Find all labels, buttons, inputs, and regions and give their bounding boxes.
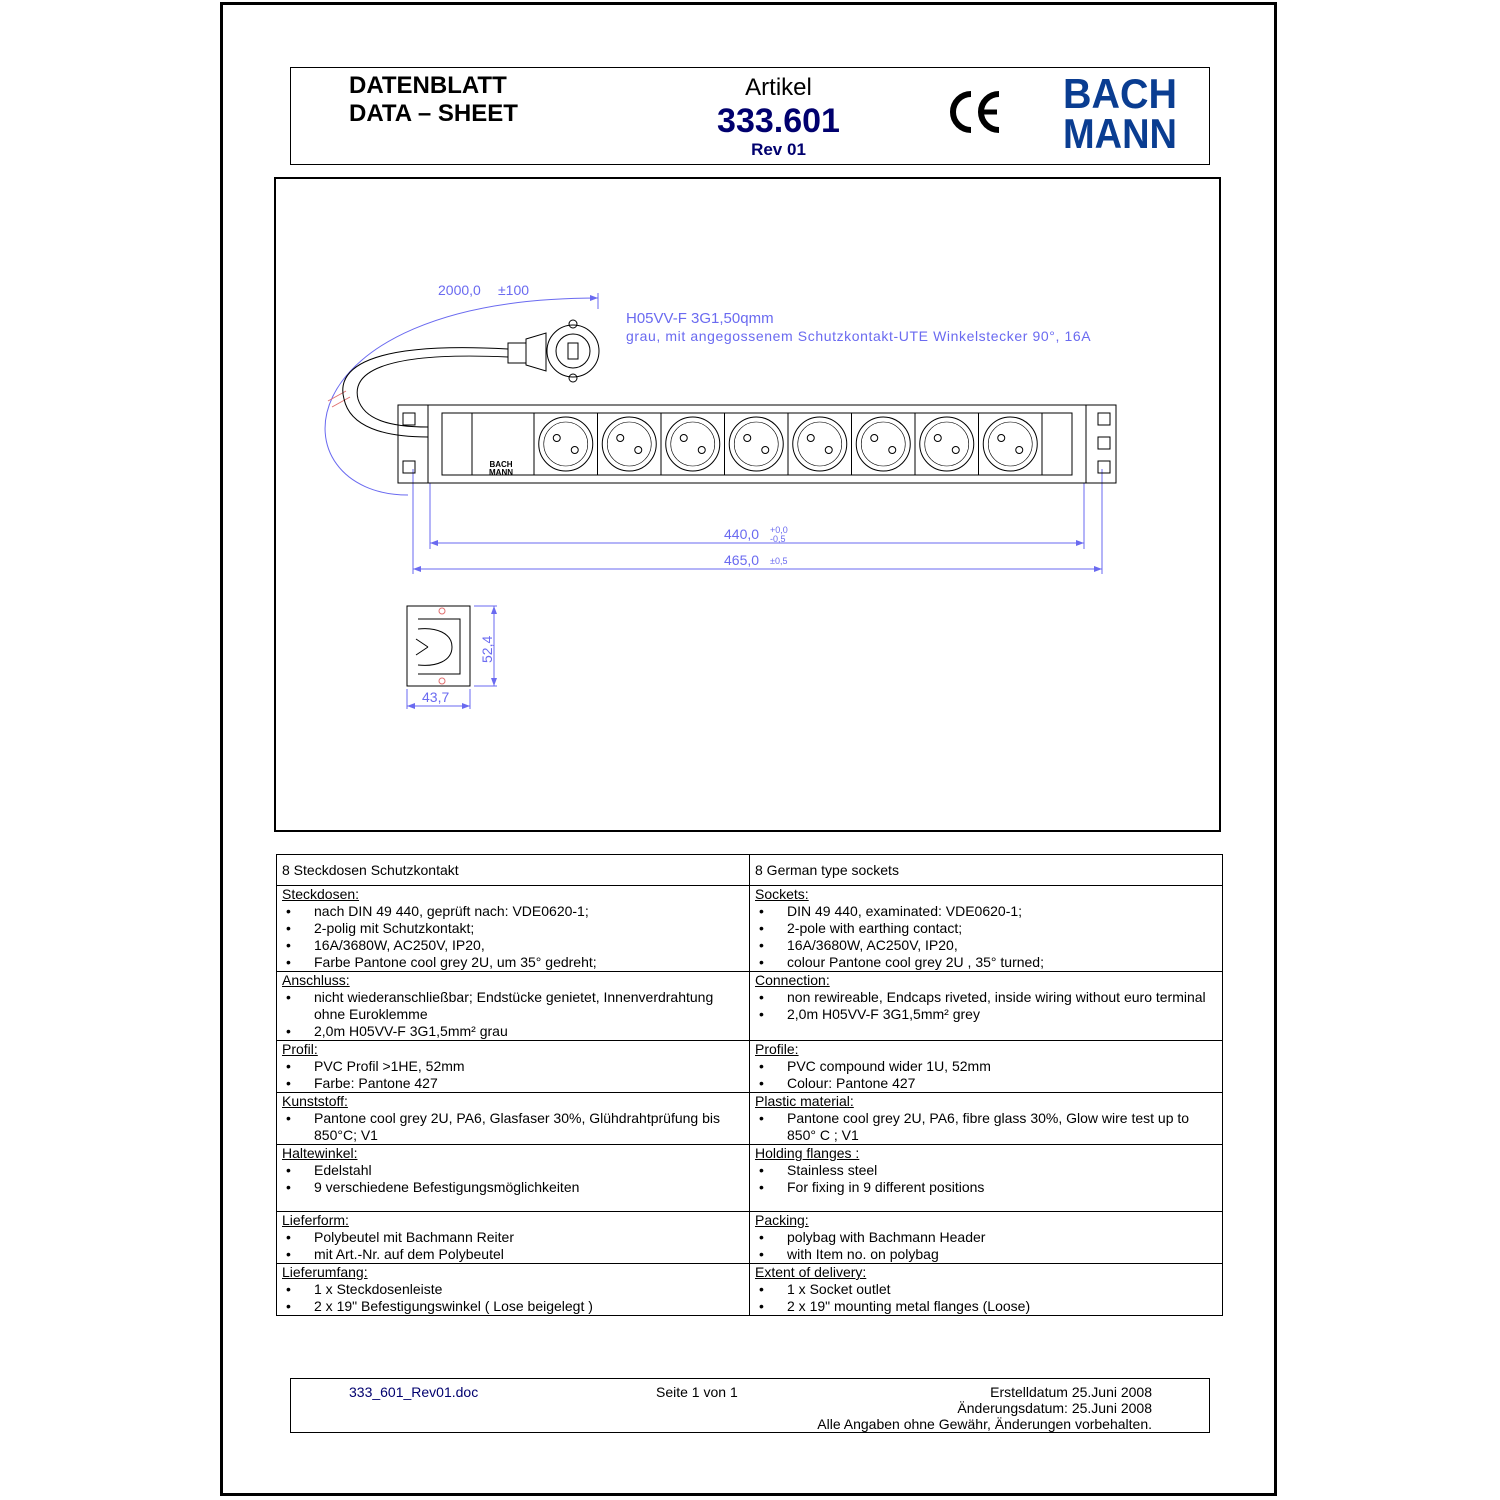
spec-item: • DIN 49 440, examinated: VDE0620-1; [787,903,1217,920]
spec-row [277,1041,1223,1093]
profile-brand-2: MANN [489,468,513,477]
spec-item: • polybag with Bachmann Header [787,1229,1217,1246]
spec-cell-de [277,1093,750,1145]
length-outer: 465,0 [724,552,760,568]
socket-outline [539,417,593,471]
spec-cell-en [750,1264,1223,1316]
spec-item: • 2,0m H05VV-F 3G1,5mm² grey [787,1006,1217,1023]
socket-pin-hole [571,447,578,454]
spec-item: • 9 verschiedene Befestigungsmöglichkeiten [314,1179,744,1196]
ce-mark-icon [947,88,1003,136]
spec-section-title: Packing: [755,1212,809,1228]
footer-page: Seite 1 von 1 [656,1384,738,1400]
footer-filename: 333_601_Rev01.doc [349,1384,479,1400]
cable-description: grau, mit angegossenem Schutzkontakt-UTE Winkelstecker 90°, 16A [626,328,1092,344]
spec-item: • Pantone cool grey 2U, PA6, fibre glass 30%, Glow wire test up to 850° C ; V1 [787,1110,1217,1144]
spec-item: • mit Art.-Nr. auf dem Polybeutel [314,1246,744,1263]
socket-outline [983,417,1037,471]
spec-item: • with Item no. on polybag [787,1246,1217,1263]
logo-line-1: BACH [1063,72,1177,117]
header-box [290,67,1210,165]
spec-cell-de [277,1264,750,1316]
socket-pin-hole [617,435,624,442]
spec-item: • 16A/3680W, AC250V, IP20, [314,937,744,954]
spec-item-list [755,1281,1217,1315]
spec-section-title: Plastic material: [755,1093,854,1109]
socket-pin-hole [553,435,560,442]
socket-pin-hole [698,447,705,454]
spec-cell-en [750,1041,1223,1093]
length-inner-tol-minus: -0,5 [770,534,786,544]
plug-strain-relief [508,343,526,363]
spec-item: • Farbe: Pantone 427 [314,1075,744,1092]
spec-item: • PVC Profil >1HE, 52mm [314,1058,744,1075]
spec-item: • Polybeutel mit Bachmann Reiter [314,1229,744,1246]
footer-modified: Änderungsdatum: 25.Juni 2008 [957,1400,1152,1416]
spec-item: • PVC compound wider 1U, 52mm [787,1058,1217,1075]
spec-section-title: Holding flanges : [755,1145,860,1161]
spec-cell-de [277,886,750,972]
spec-header-row [277,855,1223,886]
socket-recess [671,422,715,466]
spec-cell-de [277,1212,750,1264]
footer-dates [817,1384,1152,1432]
socket-pin-hole [952,447,959,454]
spec-row [277,886,1223,972]
footer-created: Erstelldatum 25.Juni 2008 [990,1384,1152,1400]
spec-item: • Colour: Pantone 427 [787,1075,1217,1092]
spec-cell-de [277,972,750,1041]
spec-header-de: 8 Steckdosen Schutzkontakt [277,855,750,886]
spec-section-title: Anschluss: [282,972,350,988]
spec-item-list [282,1281,744,1315]
footer-disclaimer: Alle Angaben ohne Gewähr, Änderungen vorbehalten. [817,1416,1152,1432]
spec-item: • 2 x 19" mounting metal flanges (Loose) [787,1298,1217,1315]
socket-recess [544,422,588,466]
spec-section-title: Lieferumfang: [282,1264,368,1280]
spec-item: • For fixing in 9 different positions [787,1179,1217,1196]
spec-item-list [755,903,1217,971]
spec-item: • Pantone cool grey 2U, PA6, Glasfaser 30%, Glühdrahtprüfung bis 850°C; V1 [314,1110,744,1144]
socket-pin-hole [744,435,751,442]
spec-item-list [282,989,744,1040]
spec-cell-de [277,1145,750,1212]
bachmann-logo [1061,72,1179,152]
socket-outline [666,417,720,471]
revision: Rev 01 [751,140,806,159]
spec-header-en: 8 German type sockets [750,855,1223,886]
cable-length-arc [325,298,598,495]
spec-cell-en [750,1093,1223,1145]
spec-item: • 2,0m H05VV-F 3G1,5mm² grau [314,1023,744,1040]
spec-item-list [282,903,744,971]
article-block [691,74,866,160]
spec-cell-en [750,1145,1223,1212]
socket-pin-hole [998,435,1005,442]
plug-body [547,325,599,377]
spec-item: • colour Pantone cool grey 2U , 35° turned; [787,954,1217,971]
socket-pin-hole [934,435,941,442]
cable-length: 2000,0 [438,282,481,298]
spec-section-title: Connection: [755,972,830,988]
spec-item-list [755,1058,1217,1092]
logo-line-2: MANN [1063,110,1177,152]
socket-pin-hole [635,447,642,454]
spec-item-list [282,1058,744,1092]
socket-outline [602,417,656,471]
socket-group [534,413,1042,475]
spec-section-title: Extent of delivery: [755,1264,867,1280]
spec-row [277,1145,1223,1212]
socket-recess [925,422,969,466]
section-width: 43,7 [422,689,450,705]
footer-box [290,1378,1210,1433]
socket-recess [734,422,778,466]
spec-cell-de [277,1041,750,1093]
socket-pin-hole [680,435,687,442]
socket-outline [920,417,974,471]
spec-item-list [755,989,1217,1023]
socket-pin-hole [762,447,769,454]
spec-item-list [282,1229,744,1263]
socket-recess [798,422,842,466]
spec-item: • 1 x Steckdosenleiste [314,1281,744,1298]
spec-item: • Edelstahl [314,1162,744,1179]
spec-section-title: Haltewinkel: [282,1145,358,1161]
socket-recess [607,422,651,466]
spec-cell-en [750,972,1223,1041]
drawing-canvas [276,179,1219,830]
socket-outline [729,417,783,471]
section-height: 52,4 [479,635,495,663]
cable-spec: H05VV-F 3G1,50qmm [626,310,774,327]
socket-recess [861,422,905,466]
flange-right [1086,405,1116,483]
spec-row [277,1093,1223,1145]
spec-item: • nach DIN 49 440, geprüft nach: VDE0620-1; [314,903,744,920]
cross-section [407,606,470,686]
spec-item-list [282,1110,744,1144]
socket-pin-hole [889,447,896,454]
cable-tolerance: ±100 [498,282,530,298]
spec-item: • 2 x 19" Befestigungswinkel ( Lose beigelegt ) [314,1298,744,1315]
socket-pin-hole [1016,447,1023,454]
spec-item: • Stainless steel [787,1162,1217,1179]
spec-item-list [755,1162,1217,1196]
technical-drawing [274,177,1221,832]
spec-item: • Farbe Pantone cool grey 2U, um 35° gedreht; [314,954,744,971]
spec-item-list [755,1229,1217,1263]
socket-pin-hole [825,447,832,454]
length-inner: 440,0 [724,526,760,542]
spec-item: • nicht wiederanschließbar; Endstücke genietet, Innenverdrahtung ohne Euroklemme [314,989,744,1023]
title-en: DATA – SHEET [349,100,518,127]
spec-section-title: Kunststoff: [282,1093,348,1109]
socket-recess [988,422,1032,466]
spec-item: • 16A/3680W, AC250V, IP20, [787,937,1217,954]
article-label: Artikel [745,74,812,101]
spec-section-title: Steckdosen: [282,886,360,902]
socket-pin-hole [871,435,878,442]
socket-pin-hole [807,435,814,442]
socket-outline [856,417,910,471]
spec-item: • non rewireable, Endcaps riveted, inside wiring without euro terminal [787,989,1217,1006]
title-de: DATENBLATT [349,72,507,99]
spec-item: • 2-pole with earthing contact; [787,920,1217,937]
spec-section-title: Profile: [755,1041,799,1057]
length-outer-tol: ±0,5 [770,556,788,566]
spec-section-title: Lieferform: [282,1212,349,1228]
socket-outline [793,417,847,471]
spec-item: • 1 x Socket outlet [787,1281,1217,1298]
spec-row [277,1264,1223,1316]
article-number: 333.601 [717,102,840,140]
document-title [349,72,518,128]
spec-row [277,972,1223,1041]
profile-brand-1: BACH [489,460,513,469]
spec-item: • 2-polig mit Schutzkontakt; [314,920,744,937]
spec-table [276,854,1223,1316]
spec-cell-en [750,1212,1223,1264]
length-inner-tol-plus: +0,0 [770,525,788,535]
spec-row [277,1212,1223,1264]
spec-section-title: Profil: [282,1041,318,1057]
spec-item-list [755,1110,1217,1144]
spec-cell-en [750,886,1223,972]
spec-item-list [282,1162,744,1196]
spec-section-title: Sockets: [755,886,809,902]
